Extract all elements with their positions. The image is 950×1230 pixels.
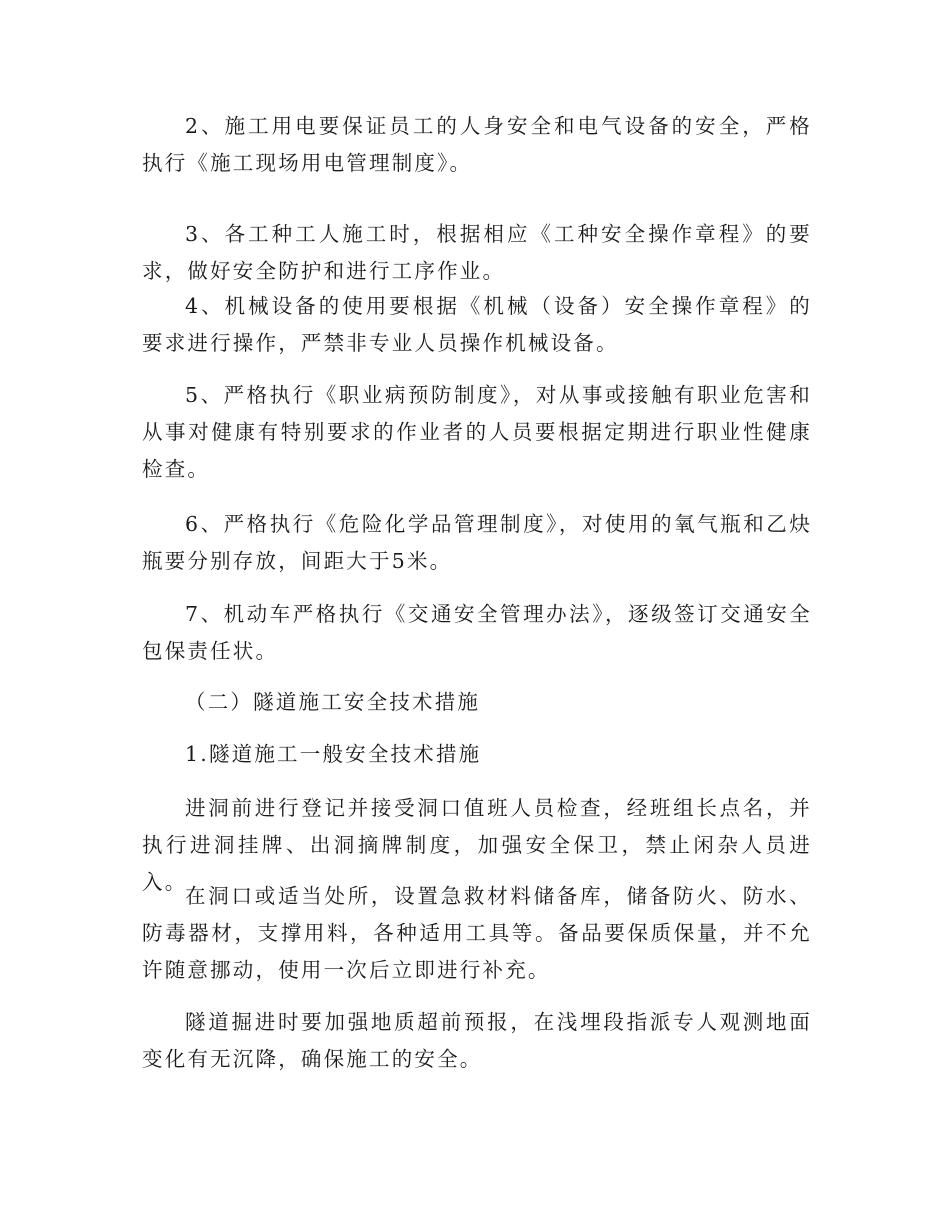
- paragraph-text: 7、机动车严格执行《交通安全管理办法》，逐级签订交通安全包保责任状。: [142, 602, 812, 663]
- paragraph-occupational-disease: [142, 377, 812, 488]
- paragraph-text: 3、各工种工人施工时，根据相应《工种安全操作章程》的要求，做好安全防护和进行工序作业。: [142, 222, 812, 283]
- paragraph-text: 2、施工用电要保证员工的人身安全和电气设备的安全，严格执行《施工现场用电管理制度》。: [142, 114, 812, 175]
- paragraph-emergency-storage: [142, 878, 812, 989]
- paragraph-text: 隧道掘进时要加强地质超前预报，在浅埋段指派专人观测地面变化有无沉降，确保施工的安全。: [142, 1010, 812, 1071]
- paragraph-geological-forecast: [142, 1004, 812, 1078]
- paragraph-text: 6、严格执行《危险化学品管理制度》，对使用的氧气瓶和乙炔瓶要分别存放，间距大于5米。: [142, 512, 812, 573]
- subsection-heading-general-measures: 1.隧道施工一般安全技术措施: [185, 742, 482, 766]
- paragraph-text: 进洞前进行登记并接受洞口值班人员检查，经班组长点名，并执行进洞挂牌、出洞摘牌制度，加强安全保卫，禁止闲杂人员进入。: [142, 796, 812, 894]
- section-heading-tunnel-safety: （二）隧道施工安全技术措施: [185, 690, 481, 714]
- paragraph-text: 5、严格执行《职业病预防制度》，对从事或接触有职业危害和从事对健康有特别要求的作业者的人员要根据定期进行职业性健康检查。: [142, 383, 812, 481]
- paragraph-text: 在洞口或适当处所，设置急救材料储备库，储备防火、防水、防毒器材，支撑用料，各种适用工具等。备品要保质保量，并不允许随意挪动，使用一次后立即进行补充。: [142, 884, 812, 982]
- paragraph-hazardous-chemicals: [142, 506, 812, 580]
- paragraph-text: 4、机械设备的使用要根据《机械（设备）安全操作章程》的要求进行操作，严禁非专业人员操作机械设备。: [142, 294, 812, 355]
- paragraph-electricity-safety: [142, 108, 812, 182]
- paragraph-machinery-safety: [142, 288, 812, 362]
- paragraph-work-type-safety: [142, 216, 812, 290]
- paragraph-vehicle-traffic: [142, 596, 812, 670]
